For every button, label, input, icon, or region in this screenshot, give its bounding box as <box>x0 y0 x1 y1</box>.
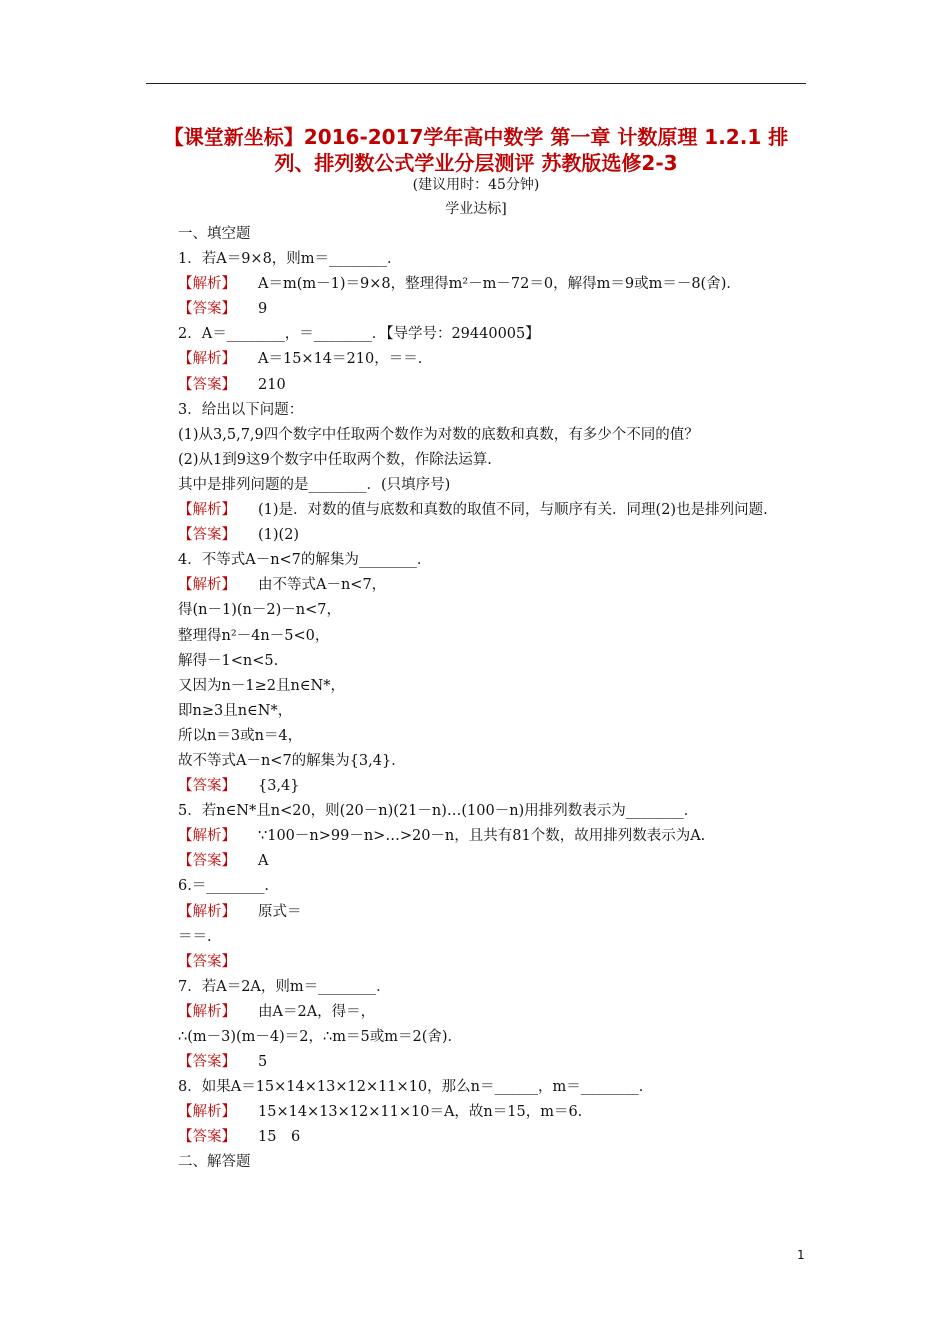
body-line: 二、解答题 <box>178 1154 251 1171</box>
body-line: (2)从1到9这9个数字中任取两个数，作除法运算. <box>178 451 492 468</box>
line-text: 5 <box>258 1054 268 1071</box>
header-rule <box>146 83 806 84</box>
analysis-line <box>146 900 806 925</box>
body-line: 8．如果A＝15×14×13×12×11×10，那么n＝______，m＝________． <box>178 1079 654 1096</box>
label-tag: 【答案】 <box>178 853 236 870</box>
line-text: A＝m(m－1)＝9×8，整理得m²－m－72＝0，解得m＝9或m＝－8(舍)． <box>258 276 741 293</box>
analysis-line <box>146 498 806 523</box>
section-heading: 学业达标] <box>445 201 507 217</box>
body-line: 一、填空题 <box>178 226 251 242</box>
label-tag: 【解析】 <box>178 276 236 293</box>
body-line: (1)从3,5,7,9四个数字中任取两个数作为对数的底数和真数，有多少个不同的值？ <box>178 426 699 443</box>
line-text: 9 <box>258 301 268 318</box>
body-line: 6.＝________. <box>178 878 269 895</box>
title-line-2: 列、排列数公式学业分层测评 苏教版选修2-3 <box>274 151 678 175</box>
document-title <box>146 124 806 176</box>
line-text: A＝15×14＝210，＝＝. <box>258 351 423 368</box>
label-tag: 【解析】 <box>178 1003 236 1020</box>
body-line: 故不等式A－n<7的解集为{3,4}． <box>178 752 406 769</box>
line-text: 原式＝ <box>258 903 302 920</box>
line-text: (1)(2) <box>258 527 300 544</box>
body-line: 解得－1<n<5. <box>178 652 279 669</box>
body-line: 5．若n∈N*且n<20，则(20－n)(21－n)…(100－n)用排列数表示为________． <box>178 803 699 820</box>
answer-line <box>146 523 806 548</box>
body-line: 又因为n－1≥2且n∈N*， <box>178 677 345 694</box>
body-line: 4．不等式A－n<7的解集为________． <box>178 552 432 569</box>
body-line: 所以n＝3或n＝4， <box>178 727 303 744</box>
line-text: 210 <box>258 376 286 393</box>
body-line: 1．若A＝9×8，则m＝________． <box>178 251 402 268</box>
line-text: A <box>258 853 269 870</box>
body-line: 7．若A＝2A，则m＝________． <box>178 978 391 995</box>
line-text: 15×14×13×12×11×10＝A，故n＝15，m＝6. <box>258 1104 583 1121</box>
label-tag: 【解析】 <box>178 828 236 845</box>
line-text: (1)是．对数的值与底数和真数的取值不同，与顺序有关．同理(2)也是排列问题. <box>258 502 768 519</box>
label-tag: 【答案】 <box>178 527 236 544</box>
body-line: ∴(m－3)(m－4)＝2，∴m＝5或m＝2(舍)． <box>178 1029 463 1045</box>
document-body <box>146 222 806 1176</box>
label-tag: 【解析】 <box>178 502 236 519</box>
label-tag: 【答案】 <box>178 301 236 318</box>
analysis-line <box>146 1100 806 1125</box>
body-line: 其中是排列问题的是________．(只填序号) <box>178 476 451 493</box>
line-text: 由A＝2A，得＝， <box>258 1003 376 1020</box>
label-tag: 【解析】 <box>178 1104 236 1121</box>
body-line: 得(n－1)(n－2)－n<7， <box>178 602 341 619</box>
analysis-line <box>146 573 806 598</box>
answer-line <box>146 1125 806 1150</box>
label-tag: 【答案】 <box>178 778 236 795</box>
title-line-1: 【课堂新坐标】2016-2017学年高中数学 第一章 计数原理 1.2.1 排 <box>163 125 789 149</box>
label-tag: 【答案】 <box>178 953 236 970</box>
line-text: ∵100－n>99－n>…>20－n，且共有81个数，故用排列数表示为A. <box>258 828 706 845</box>
answer-line <box>146 950 806 975</box>
line-text: 由不等式A－n<7， <box>258 577 387 594</box>
label-tag: 【答案】 <box>178 1054 236 1071</box>
suggested-time: (建议用时：45分钟) <box>412 177 540 193</box>
analysis-line <box>146 272 806 297</box>
line-text: 15 6 <box>258 1129 301 1146</box>
line-text: {3,4} <box>258 778 300 795</box>
body-line: 整理得n²－4n－5<0， <box>178 627 330 644</box>
label-tag: 【答案】 <box>178 1129 236 1146</box>
analysis-line <box>146 824 806 849</box>
body-line: 2．A＝________，＝________．【导学号：29440005】 <box>178 326 540 343</box>
body-line: ＝＝. <box>178 928 212 945</box>
body-line: 即n≥3且n∈N*， <box>178 702 293 719</box>
answer-line <box>146 849 806 874</box>
answer-line <box>146 1050 806 1075</box>
label-tag: 【解析】 <box>178 903 236 920</box>
label-tag: 【答案】 <box>178 376 236 393</box>
analysis-line <box>146 1000 806 1025</box>
answer-line <box>146 774 806 799</box>
answer-line <box>146 373 806 398</box>
page-number: 1 <box>797 1248 805 1262</box>
analysis-line <box>146 347 806 372</box>
label-tag: 【解析】 <box>178 577 236 594</box>
label-tag: 【解析】 <box>178 351 236 368</box>
answer-line <box>146 297 806 322</box>
body-line: 3．给出以下问题： <box>178 401 304 418</box>
